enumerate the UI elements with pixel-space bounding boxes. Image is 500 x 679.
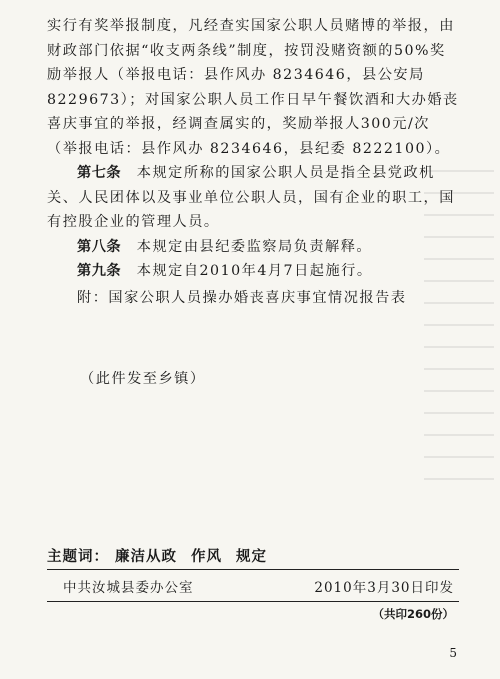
reward-paragraph: 实行有奖举报制度，凡经查实国家公职人员赌博的举报，由财政部门依据“收支两条线”制度，按罚没赌资额的50%奖励举报人（举报电话：县作风办 8234646，县公安局8229673）；对国家公职人员工作日早午餐饮酒和大办婚丧喜庆事宜的举报，经调查属实的，奖励举报人300元/次（举报电话：县作风办 8234646，县纪委 8222100）。 bbox=[47, 18, 459, 157]
article-7-heading: 第七条 bbox=[77, 165, 122, 181]
subject-keyword: 规定 bbox=[236, 549, 267, 565]
article-9-heading: 第九条 bbox=[77, 263, 122, 279]
issue-date: 2010年3月30日印发 bbox=[314, 580, 454, 596]
article-8-heading: 第八条 bbox=[77, 238, 122, 255]
article-7 bbox=[47, 161, 459, 235]
print-copies: （共印260份） bbox=[372, 607, 454, 621]
article-8 bbox=[47, 235, 459, 260]
subject-label: 主题词： bbox=[47, 549, 109, 565]
page-number: 5 bbox=[449, 646, 457, 660]
document-body bbox=[47, 14, 459, 310]
subject-keyword: 廉洁从政 bbox=[115, 549, 177, 565]
issuer: 中共汝城县委办公室 bbox=[63, 580, 194, 596]
footer-rule-top bbox=[47, 569, 459, 570]
subject-line bbox=[47, 545, 459, 566]
article-9 bbox=[47, 259, 459, 284]
footer-rule-bottom bbox=[47, 601, 459, 602]
article-8-text: 本规定由县纪委监察局负责解释。 bbox=[136, 238, 373, 255]
distribution-note: （此件发至乡镇） bbox=[80, 371, 206, 387]
article-7-text: 本规定所称的国家公职人员是指全县党政机关、人民团体以及事业单位公职人员，国有企业的职工，国有控股企业的管理人员。 bbox=[47, 165, 455, 230]
article-9-text: 本规定自2010年4月7日起施行。 bbox=[136, 263, 373, 279]
attachment-line: 附：国家公职人员操办婚丧喜庆事宜情况报告表 bbox=[77, 289, 407, 306]
subject-keyword: 作风 bbox=[191, 549, 222, 565]
